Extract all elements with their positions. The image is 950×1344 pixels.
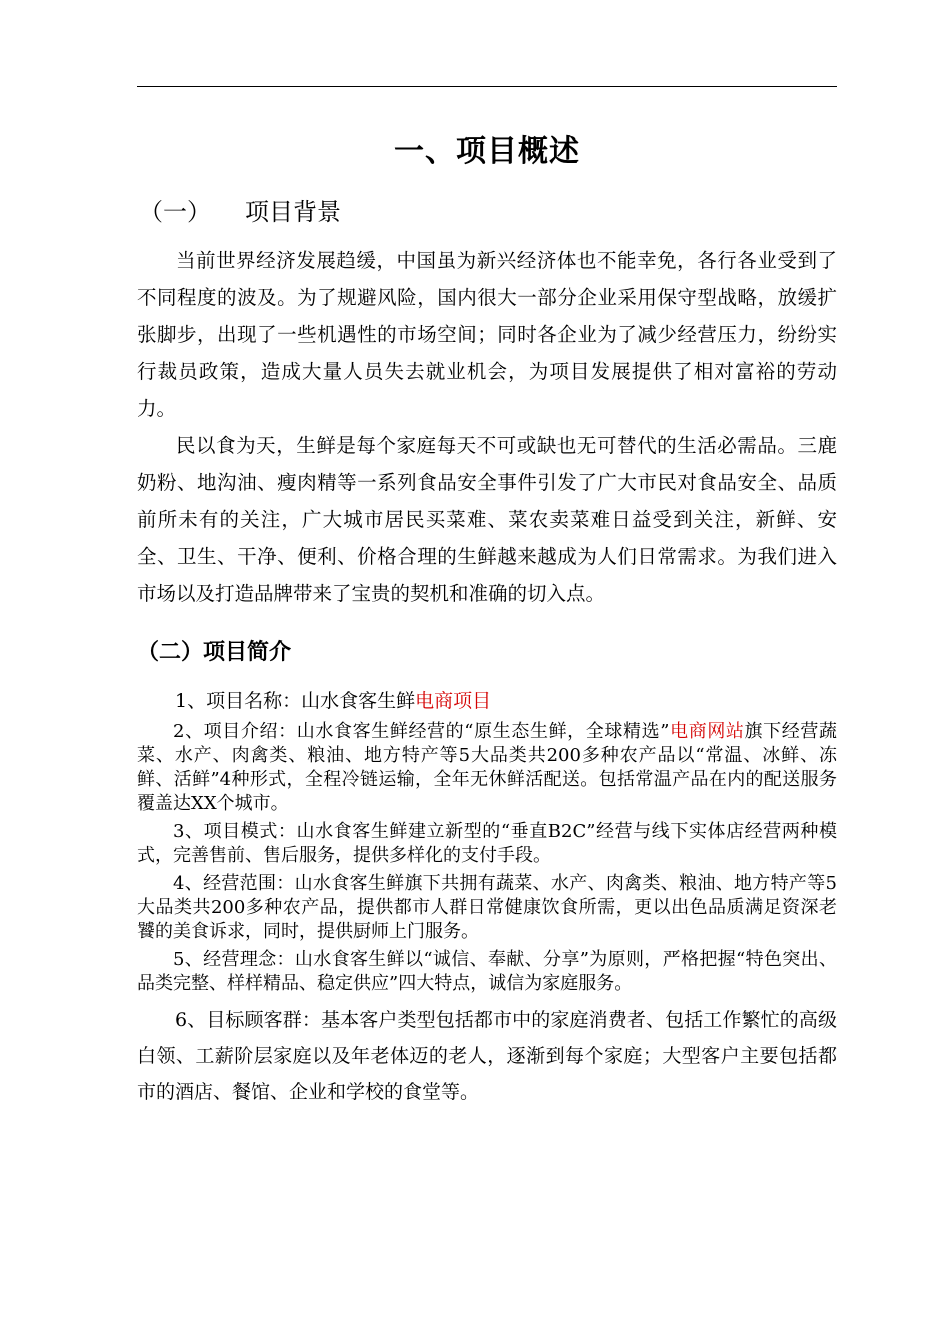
header-rule [137, 86, 837, 87]
document-body [137, 100, 837, 1110]
section-title: 项目背景 [245, 198, 341, 226]
page-title: 一、项目概述 [394, 134, 580, 169]
intro-item-1 [137, 686, 837, 716]
intro-item-2 [137, 720, 837, 816]
intro-item-6: 6、目标顾客群：基本客户类型包括都市中的家庭消费者、包括工作繁忙的高级白领、工薪阶层家庭以及年老体迈的老人，逐渐到每个家庭；大型客户主要包括都市的酒店、餐馆、企业和学校的食堂等。 [137, 1009, 837, 1103]
intro-item-3: 3、项目模式：山水食客生鲜建立新型的“垂直B2C”经营与线下实体店经营两种模式，完善售前、售后服务，提供多样化的支付手段。 [137, 821, 837, 866]
item-text: 2、项目介绍：山水食客生鲜经营的“原生态生鲜，全球精选” [173, 721, 670, 742]
highlight-text: 电商网站 [669, 721, 745, 742]
intro-section [137, 686, 837, 1110]
background-paragraph-2: 民以食为天，生鲜是每个家庭每天不可或缺也无可替代的生活必需品。三鹿奶粉、地沟油、瘦肉精等一系列食品安全事件引发了广大市民对食品安全、品质前所未有的关注，广大城市居民买菜难、菜农卖菜难日益受到关注，新鲜、安全、卫生、干净、便利、价格合理的生鲜越来越成为人们日常需求。为我们进入市场以及打造品牌带来了宝贵的契机和准确的切入点。 [137, 434, 837, 605]
item-text: 1、项目名称：山水食客生鲜 [175, 690, 416, 712]
background-section [137, 242, 837, 612]
section-heading-background [139, 194, 837, 230]
intro-item-5: 5、经营理念：山水食客生鲜以“诚信、奉献、分享”为原则，严格把握“特色突出、品类完整、样样精品、稳定供应”四大特点，诚信为家庭服务。 [137, 949, 837, 994]
background-paragraph-1: 当前世界经济发展趋缓，中国虽为新兴经济体也不能幸免，各行各业受到了不同程度的波及。为了规避风险，国内很大一部分企业采用保守型战略，放缓扩张脚步，出现了一些机遇性的市场空间；同时各企业为了减少经营压力，纷纷实行裁员政策，造成大量人员失去就业机会，为项目发展提供了相对富裕的劳动力。 [137, 249, 837, 420]
section-heading-intro: （二）项目简介 [137, 640, 292, 665]
item-text-continued: 旗下经营蔬菜、水产、肉禽类、粮油、地方特产等5大品类共200多种农产品以“常温、冰鲜、冻鲜、活鲜”4种形式，全程冷链运输，全年无休鲜活配送。包括常温产品在内的配送服务覆盖达XX个城市。 [137, 721, 838, 814]
highlight-text: 电商项目 [415, 690, 492, 712]
intro-item-4: 4、经营范围：山水食客生鲜旗下共拥有蔬菜、水产、肉禽类、粮油、地方特产等5大品类共200多种农产品，提供都市人群日常健康饮食所需，更以出色品质满足资深老饕的美食诉求，同时，提供厨师上门服务。 [137, 873, 837, 942]
section-number: （一） [139, 198, 211, 226]
